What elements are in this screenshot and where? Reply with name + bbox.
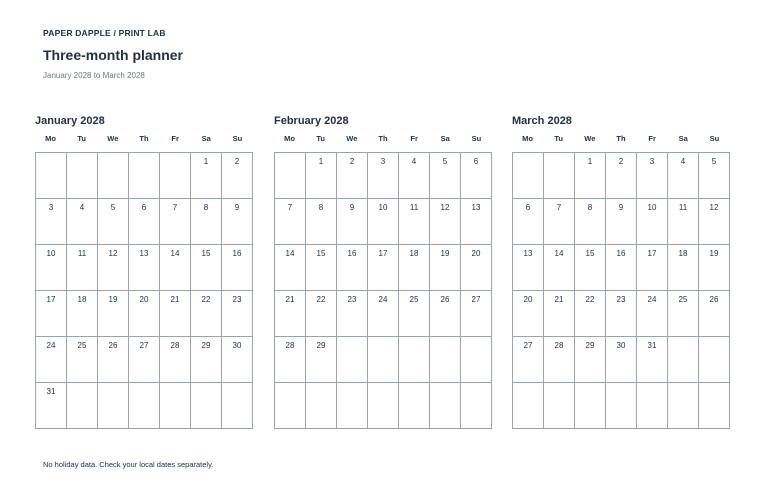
calendar-grid [274,152,492,429]
weekday-label: Su [232,134,243,143]
day-cell[interactable] [191,383,222,429]
day-cell[interactable]: 22 [306,291,337,337]
page-subtitle: January 2028 to March 2028 [43,71,145,80]
month-title: March 2028 [512,115,572,127]
day-cell[interactable] [98,383,129,429]
day-cell[interactable]: 5 [430,153,461,199]
day-cell[interactable]: 1 [191,153,222,199]
brand-label: PAPER DAPPLE / PRINT LAB [43,28,166,38]
page-title: Three-month planner [43,47,184,63]
day-cell[interactable]: 6 [461,153,492,199]
day-cell[interactable]: 20 [129,291,160,337]
day-cell[interactable]: 10 [368,199,399,245]
day-cell[interactable] [430,383,461,429]
day-cell[interactable] [36,153,67,199]
day-cell[interactable] [160,383,191,429]
day-cell[interactable]: 21 [160,291,191,337]
day-cell[interactable] [98,153,129,199]
day-cell[interactable]: 20 [461,245,492,291]
day-cell[interactable]: 23 [337,291,368,337]
day-cell[interactable] [544,153,575,199]
weekday-label: Mo [522,134,533,143]
weekday-label: Su [709,134,720,143]
weekday-header [512,133,730,149]
day-cell[interactable]: 19 [699,245,730,291]
day-cell[interactable]: 9 [337,199,368,245]
day-cell[interactable] [699,383,730,429]
weekday-label: Sa [440,134,450,143]
day-cell[interactable]: 26 [430,291,461,337]
day-cell[interactable]: 10 [36,245,67,291]
month-february [274,113,492,429]
day-cell[interactable] [275,383,306,429]
day-cell[interactable]: 11 [399,199,430,245]
day-cell[interactable] [160,153,191,199]
day-cell[interactable]: 5 [699,153,730,199]
day-cell[interactable]: 9 [222,199,253,245]
day-cell[interactable]: 17 [36,291,67,337]
day-cell[interactable] [637,383,668,429]
day-cell[interactable]: 31 [36,383,67,429]
day-cell[interactable]: 31 [637,337,668,383]
weekday-label: Mo [284,134,295,143]
day-cell[interactable]: 11 [668,199,699,245]
day-cell[interactable]: 8 [306,199,337,245]
day-cell[interactable] [337,337,368,383]
weekday-label: Fr [410,134,418,143]
day-cell[interactable] [368,337,399,383]
day-cell[interactable]: 25 [668,291,699,337]
day-cell[interactable]: 17 [368,245,399,291]
day-cell[interactable]: 10 [637,199,668,245]
day-cell[interactable]: 19 [98,291,129,337]
day-cell[interactable]: 28 [275,337,306,383]
day-cell[interactable]: 16 [222,245,253,291]
day-cell[interactable]: 16 [337,245,368,291]
day-cell[interactable]: 14 [160,245,191,291]
day-cell[interactable] [275,153,306,199]
day-cell[interactable]: 22 [575,291,606,337]
day-cell[interactable] [306,383,337,429]
day-cell[interactable]: 2 [337,153,368,199]
day-cell[interactable]: 4 [668,153,699,199]
day-cell[interactable]: 12 [98,245,129,291]
weekday-label: We [107,134,119,143]
day-cell[interactable]: 2 [606,153,637,199]
day-cell[interactable] [461,383,492,429]
day-cell[interactable]: 14 [275,245,306,291]
weekday-label: We [346,134,358,143]
day-cell[interactable]: 13 [513,245,544,291]
day-cell[interactable] [129,153,160,199]
weekday-label: Th [616,134,626,143]
day-cell[interactable]: 25 [67,337,98,383]
day-cell[interactable]: 26 [98,337,129,383]
day-cell[interactable]: 15 [306,245,337,291]
day-cell[interactable]: 29 [191,337,222,383]
calendar-grid [512,152,730,429]
day-cell[interactable]: 14 [544,245,575,291]
day-cell[interactable] [337,383,368,429]
day-cell[interactable] [399,383,430,429]
day-cell[interactable]: 29 [575,337,606,383]
day-cell[interactable]: 17 [637,245,668,291]
footnote: No holiday data. Check your local dates separately. [43,460,214,469]
day-cell[interactable]: 26 [699,291,730,337]
day-cell[interactable]: 22 [191,291,222,337]
month-title: January 2028 [35,115,105,127]
day-cell[interactable]: 23 [606,291,637,337]
day-cell[interactable]: 6 [513,199,544,245]
day-cell[interactable] [513,383,544,429]
weekday-label: Mo [45,134,56,143]
day-cell[interactable]: 18 [668,245,699,291]
month-title: February 2028 [274,115,349,127]
day-cell[interactable]: 13 [129,245,160,291]
day-cell[interactable] [222,383,253,429]
day-cell[interactable]: 12 [430,199,461,245]
day-cell[interactable]: 30 [606,337,637,383]
day-cell[interactable]: 25 [399,291,430,337]
day-cell[interactable]: 5 [98,199,129,245]
day-cell[interactable]: 28 [544,337,575,383]
weekday-header [35,133,253,149]
day-cell[interactable] [699,337,730,383]
day-cell[interactable] [430,337,461,383]
weekday-label: Th [378,134,388,143]
day-cell[interactable]: 13 [461,199,492,245]
day-cell[interactable]: 4 [399,153,430,199]
day-cell[interactable]: 27 [129,337,160,383]
calendar-grid [35,152,253,429]
day-cell[interactable]: 7 [275,199,306,245]
day-cell[interactable]: 7 [544,199,575,245]
day-cell[interactable]: 8 [191,199,222,245]
day-cell[interactable] [513,153,544,199]
month-january [35,113,253,429]
weekday-label: Fr [171,134,179,143]
day-cell[interactable]: 21 [275,291,306,337]
day-cell[interactable]: 15 [575,245,606,291]
day-cell[interactable]: 24 [36,337,67,383]
day-cell[interactable]: 28 [160,337,191,383]
day-cell[interactable]: 1 [306,153,337,199]
day-cell[interactable]: 30 [222,337,253,383]
day-cell[interactable] [668,383,699,429]
day-cell[interactable]: 18 [399,245,430,291]
weekday-label: Fr [648,134,656,143]
day-cell[interactable]: 2 [222,153,253,199]
day-cell[interactable]: 8 [575,199,606,245]
day-cell[interactable] [129,383,160,429]
weekday-label: Tu [316,134,326,143]
day-cell[interactable]: 16 [606,245,637,291]
day-cell[interactable] [461,337,492,383]
day-cell[interactable]: 12 [699,199,730,245]
weekday-header [274,133,492,149]
day-cell[interactable]: 9 [606,199,637,245]
month-march [512,113,730,429]
day-cell[interactable] [67,383,98,429]
day-cell[interactable]: 19 [430,245,461,291]
day-cell[interactable] [67,153,98,199]
day-cell[interactable]: 7 [160,199,191,245]
day-cell[interactable]: 23 [222,291,253,337]
day-cell[interactable]: 27 [461,291,492,337]
day-cell[interactable]: 18 [67,291,98,337]
day-cell[interactable]: 24 [637,291,668,337]
weekday-label: Tu [554,134,564,143]
weekday-label: Tu [77,134,87,143]
day-cell[interactable]: 3 [637,153,668,199]
day-cell[interactable]: 20 [513,291,544,337]
day-cell[interactable] [399,337,430,383]
day-cell[interactable]: 24 [368,291,399,337]
day-cell[interactable] [606,383,637,429]
weekday-label: We [584,134,596,143]
day-cell[interactable]: 21 [544,291,575,337]
day-cell[interactable]: 27 [513,337,544,383]
day-cell[interactable]: 3 [368,153,399,199]
day-cell[interactable]: 11 [67,245,98,291]
day-cell[interactable] [368,383,399,429]
day-cell[interactable] [575,383,606,429]
day-cell[interactable] [668,337,699,383]
day-cell[interactable] [544,383,575,429]
day-cell[interactable]: 29 [306,337,337,383]
weekday-label: Su [471,134,482,143]
day-cell[interactable]: 3 [36,199,67,245]
weekday-label: Sa [201,134,211,143]
day-cell[interactable]: 6 [129,199,160,245]
day-cell[interactable]: 4 [67,199,98,245]
weekday-label: Th [139,134,149,143]
weekday-label: Sa [678,134,688,143]
day-cell[interactable]: 15 [191,245,222,291]
day-cell[interactable]: 1 [575,153,606,199]
